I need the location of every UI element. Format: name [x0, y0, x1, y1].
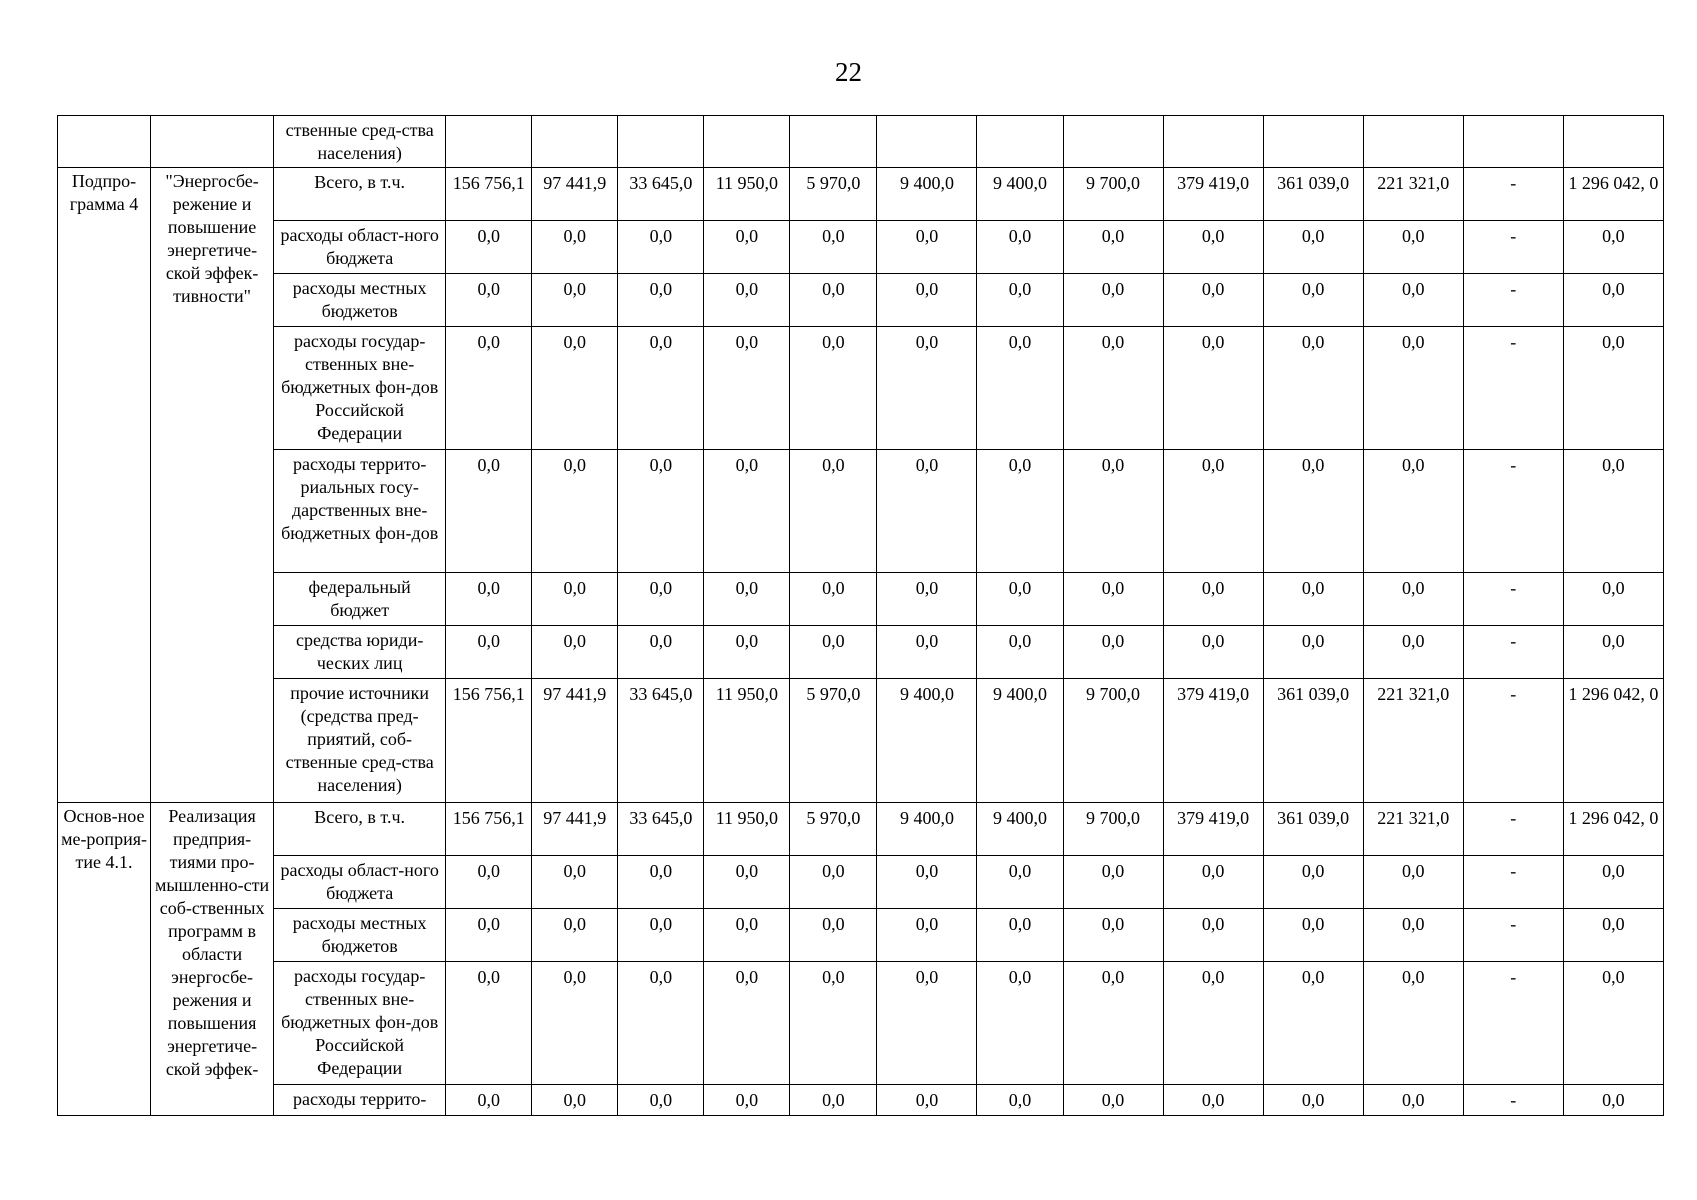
value-cell: 0,0 [446, 327, 532, 450]
value-cell: 0,0 [1263, 450, 1363, 573]
value-cell: 5 970,0 [790, 803, 877, 856]
program-name-cell: Реализация предприя-тиями про-мышленно-сти соб-ственных программ в области энергосбе-режения и повышения энергетиче-ской эффек- [151, 803, 274, 1116]
value-cell: 11 950,0 [704, 679, 790, 803]
value-cell: 0,0 [532, 1085, 618, 1116]
value-cell: 1 296 042, 0 [1563, 803, 1663, 856]
table-row [58, 168, 1664, 221]
value-cell: 0,0 [1363, 274, 1463, 327]
value-cell: 0,0 [532, 221, 618, 274]
table-row [58, 274, 1664, 327]
value-cell [1363, 116, 1463, 168]
value-cell: 0,0 [532, 327, 618, 450]
value-cell: 0,0 [618, 626, 704, 679]
value-cell: 9 400,0 [977, 803, 1063, 856]
value-cell: 0,0 [618, 573, 704, 626]
table-row [58, 327, 1664, 450]
value-cell: 0,0 [618, 962, 704, 1085]
value-cell: 0,0 [618, 274, 704, 327]
value-cell: 0,0 [446, 909, 532, 962]
value-cell: 0,0 [1163, 573, 1263, 626]
value-cell: - [1463, 626, 1563, 679]
funding-source-cell: Всего, в т.ч. [274, 168, 446, 221]
program-name-cell [151, 116, 274, 168]
value-cell: 0,0 [532, 909, 618, 962]
table-row [58, 909, 1664, 962]
value-cell: 0,0 [618, 856, 704, 909]
value-cell: 0,0 [446, 962, 532, 1085]
value-cell: 0,0 [1263, 573, 1363, 626]
funding-source-cell: расходы террито-риальных госу-дарственных вне-бюджетных фон-дов [274, 450, 446, 573]
value-cell: 0,0 [1563, 962, 1663, 1085]
program-code-cell: Основ-ное ме-роприя-тие 4.1. [58, 803, 151, 1116]
value-cell: 0,0 [1263, 327, 1363, 450]
value-cell: 0,0 [877, 856, 977, 909]
value-cell: 11 950,0 [704, 803, 790, 856]
value-cell [1263, 116, 1363, 168]
program-code-cell [58, 116, 151, 168]
funding-source-cell: расходы местных бюджетов [274, 909, 446, 962]
table-row [58, 803, 1664, 856]
value-cell: 9 400,0 [877, 168, 977, 221]
value-cell [1163, 116, 1263, 168]
value-cell: 0,0 [1263, 962, 1363, 1085]
value-cell: 0,0 [977, 327, 1063, 450]
funding-source-cell: расходы террито- [274, 1085, 446, 1116]
value-cell: 0,0 [790, 450, 877, 573]
table-row [58, 1085, 1664, 1116]
value-cell: - [1463, 856, 1563, 909]
value-cell [877, 116, 977, 168]
value-cell [1063, 116, 1163, 168]
value-cell: 0,0 [532, 274, 618, 327]
value-cell: 0,0 [1563, 327, 1663, 450]
value-cell [977, 116, 1063, 168]
value-cell: 1 296 042, 0 [1563, 168, 1663, 221]
value-cell: 0,0 [1163, 1085, 1263, 1116]
value-cell: 0,0 [1063, 450, 1163, 573]
value-cell: - [1463, 679, 1563, 803]
value-cell: 0,0 [618, 327, 704, 450]
value-cell: 0,0 [1163, 327, 1263, 450]
value-cell: 0,0 [532, 962, 618, 1085]
value-cell: 0,0 [1563, 450, 1663, 573]
value-cell: 0,0 [532, 626, 618, 679]
value-cell: 0,0 [704, 327, 790, 450]
table-row [58, 626, 1664, 679]
value-cell: 0,0 [1163, 909, 1263, 962]
value-cell: 0,0 [446, 626, 532, 679]
table-row [58, 450, 1664, 573]
value-cell: 0,0 [1563, 1085, 1663, 1116]
value-cell: 0,0 [790, 626, 877, 679]
value-cell: 0,0 [977, 962, 1063, 1085]
value-cell: 97 441,9 [532, 679, 618, 803]
value-cell: 0,0 [977, 626, 1063, 679]
budget-table [57, 115, 1664, 1116]
funding-source-cell: расходы государ-ственных вне-бюджетных фон-дов Российской Федерации [274, 962, 446, 1085]
value-cell: 379 419,0 [1163, 168, 1263, 221]
value-cell: 0,0 [1363, 573, 1463, 626]
value-cell: 0,0 [1363, 856, 1463, 909]
value-cell: 0,0 [1163, 274, 1263, 327]
value-cell: 0,0 [877, 327, 977, 450]
value-cell: 0,0 [1563, 573, 1663, 626]
value-cell: 0,0 [704, 626, 790, 679]
value-cell: 0,0 [790, 274, 877, 327]
value-cell: 0,0 [1163, 962, 1263, 1085]
table-row [58, 573, 1664, 626]
value-cell: 5 970,0 [790, 168, 877, 221]
value-cell: 0,0 [704, 221, 790, 274]
value-cell: 0,0 [977, 573, 1063, 626]
value-cell: 33 645,0 [618, 168, 704, 221]
value-cell: 9 400,0 [977, 168, 1063, 221]
value-cell: 0,0 [446, 221, 532, 274]
value-cell: 0,0 [1063, 221, 1163, 274]
value-cell: 0,0 [1063, 856, 1163, 909]
value-cell: 0,0 [877, 274, 977, 327]
funding-source-cell: федеральный бюджет [274, 573, 446, 626]
value-cell: 0,0 [704, 573, 790, 626]
value-cell: 221 321,0 [1363, 803, 1463, 856]
value-cell: 0,0 [704, 274, 790, 327]
funding-source-cell: расходы област-ного бюджета [274, 221, 446, 274]
value-cell: 0,0 [877, 909, 977, 962]
value-cell: 0,0 [532, 450, 618, 573]
value-cell: 0,0 [1163, 450, 1263, 573]
value-cell: 0,0 [977, 856, 1063, 909]
table-row [58, 856, 1664, 909]
value-cell: 0,0 [618, 450, 704, 573]
value-cell: 0,0 [1363, 626, 1463, 679]
value-cell: 0,0 [1163, 626, 1263, 679]
value-cell: 156 756,1 [446, 168, 532, 221]
table-row [58, 116, 1664, 168]
value-cell: 0,0 [1263, 1085, 1363, 1116]
value-cell [704, 116, 790, 168]
value-cell: - [1463, 909, 1563, 962]
table-row [58, 221, 1664, 274]
value-cell: 0,0 [877, 626, 977, 679]
value-cell: 0,0 [1063, 1085, 1163, 1116]
value-cell: 0,0 [1563, 909, 1663, 962]
value-cell: 0,0 [446, 856, 532, 909]
value-cell: 0,0 [704, 962, 790, 1085]
value-cell: - [1463, 450, 1563, 573]
value-cell: 9 400,0 [877, 679, 977, 803]
value-cell: 9 700,0 [1063, 803, 1163, 856]
value-cell: 0,0 [446, 450, 532, 573]
value-cell: 0,0 [877, 573, 977, 626]
value-cell: 156 756,1 [446, 679, 532, 803]
value-cell: - [1463, 274, 1563, 327]
value-cell: 0,0 [790, 221, 877, 274]
value-cell: 0,0 [977, 274, 1063, 327]
value-cell [618, 116, 704, 168]
value-cell: 0,0 [618, 909, 704, 962]
value-cell: 97 441,9 [532, 803, 618, 856]
value-cell: 0,0 [704, 450, 790, 573]
funding-source-cell: расходы област-ного бюджета [274, 856, 446, 909]
value-cell: - [1463, 168, 1563, 221]
value-cell: - [1463, 1085, 1563, 1116]
program-code-cell: Подпро-грамма 4 [58, 168, 151, 803]
value-cell: 0,0 [1563, 274, 1663, 327]
value-cell: 0,0 [877, 1085, 977, 1116]
value-cell: 379 419,0 [1163, 679, 1263, 803]
value-cell: 0,0 [1063, 626, 1163, 679]
value-cell: 0,0 [977, 1085, 1063, 1116]
value-cell: 0,0 [1263, 626, 1363, 679]
value-cell: - [1463, 327, 1563, 450]
funding-source-cell: прочие источники (средства пред-приятий, соб-ственные сред-ства населения) [274, 679, 446, 803]
value-cell: 0,0 [977, 909, 1063, 962]
page-number: 22 [835, 57, 862, 87]
value-cell: 0,0 [618, 1085, 704, 1116]
value-cell: 0,0 [1063, 962, 1163, 1085]
value-cell: 0,0 [877, 221, 977, 274]
value-cell: 0,0 [1063, 327, 1163, 450]
value-cell: 0,0 [1563, 221, 1663, 274]
value-cell: 5 970,0 [790, 679, 877, 803]
value-cell: 0,0 [1263, 909, 1363, 962]
funding-source-cell: расходы местных бюджетов [274, 274, 446, 327]
value-cell: 0,0 [877, 962, 977, 1085]
funding-source-cell: ственные сред-ства населения) [274, 116, 446, 168]
value-cell: 361 039,0 [1263, 803, 1363, 856]
value-cell: 0,0 [1563, 626, 1663, 679]
value-cell: 0,0 [1263, 274, 1363, 327]
value-cell: 0,0 [618, 221, 704, 274]
value-cell: 0,0 [446, 274, 532, 327]
value-cell: 9 400,0 [877, 803, 977, 856]
value-cell: 361 039,0 [1263, 168, 1363, 221]
value-cell: - [1463, 803, 1563, 856]
value-cell: 33 645,0 [618, 679, 704, 803]
value-cell: 0,0 [1363, 962, 1463, 1085]
value-cell: 0,0 [1063, 573, 1163, 626]
value-cell: 0,0 [790, 1085, 877, 1116]
table-row [58, 679, 1664, 803]
value-cell: 0,0 [1263, 856, 1363, 909]
value-cell: 379 419,0 [1163, 803, 1263, 856]
value-cell: 0,0 [1163, 856, 1263, 909]
value-cell: 221 321,0 [1363, 168, 1463, 221]
value-cell [446, 116, 532, 168]
value-cell: 33 645,0 [618, 803, 704, 856]
value-cell: 0,0 [790, 962, 877, 1085]
value-cell [532, 116, 618, 168]
value-cell: 0,0 [1563, 856, 1663, 909]
value-cell [1463, 116, 1563, 168]
program-name-cell: "Энергосбе-режение и повышение энергетиче-ской эффек-тивности" [151, 168, 274, 803]
value-cell: 0,0 [704, 909, 790, 962]
value-cell: 0,0 [977, 221, 1063, 274]
value-cell: 0,0 [1063, 909, 1163, 962]
value-cell: 9 700,0 [1063, 168, 1163, 221]
value-cell: 0,0 [532, 573, 618, 626]
value-cell: 9 700,0 [1063, 679, 1163, 803]
value-cell: 0,0 [1263, 221, 1363, 274]
value-cell: 0,0 [1063, 274, 1163, 327]
value-cell: 0,0 [1363, 1085, 1463, 1116]
value-cell: 0,0 [977, 450, 1063, 573]
value-cell: 0,0 [446, 573, 532, 626]
value-cell: 0,0 [1363, 327, 1463, 450]
value-cell: - [1463, 221, 1563, 274]
value-cell: 0,0 [790, 856, 877, 909]
value-cell: 0,0 [790, 909, 877, 962]
value-cell: 0,0 [704, 1085, 790, 1116]
value-cell: 1 296 042, 0 [1563, 679, 1663, 803]
value-cell: 0,0 [1163, 221, 1263, 274]
value-cell: 0,0 [704, 856, 790, 909]
value-cell [790, 116, 877, 168]
value-cell: 0,0 [877, 450, 977, 573]
value-cell: 361 039,0 [1263, 679, 1363, 803]
funding-source-cell: средства юриди-ческих лиц [274, 626, 446, 679]
table-row [58, 962, 1664, 1085]
value-cell: - [1463, 962, 1563, 1085]
value-cell: 0,0 [1363, 450, 1463, 573]
value-cell: 0,0 [1363, 909, 1463, 962]
value-cell: 0,0 [790, 573, 877, 626]
value-cell: 11 950,0 [704, 168, 790, 221]
value-cell [1563, 116, 1663, 168]
funding-source-cell: Всего, в т.ч. [274, 803, 446, 856]
funding-source-cell: расходы государ-ственных вне-бюджетных фон-дов Российской Федерации [274, 327, 446, 450]
value-cell: 0,0 [446, 1085, 532, 1116]
value-cell: 9 400,0 [977, 679, 1063, 803]
value-cell: 0,0 [1363, 221, 1463, 274]
value-cell: 97 441,9 [532, 168, 618, 221]
value-cell: - [1463, 573, 1563, 626]
value-cell: 156 756,1 [446, 803, 532, 856]
value-cell: 221 321,0 [1363, 679, 1463, 803]
value-cell: 0,0 [532, 856, 618, 909]
value-cell: 0,0 [790, 327, 877, 450]
